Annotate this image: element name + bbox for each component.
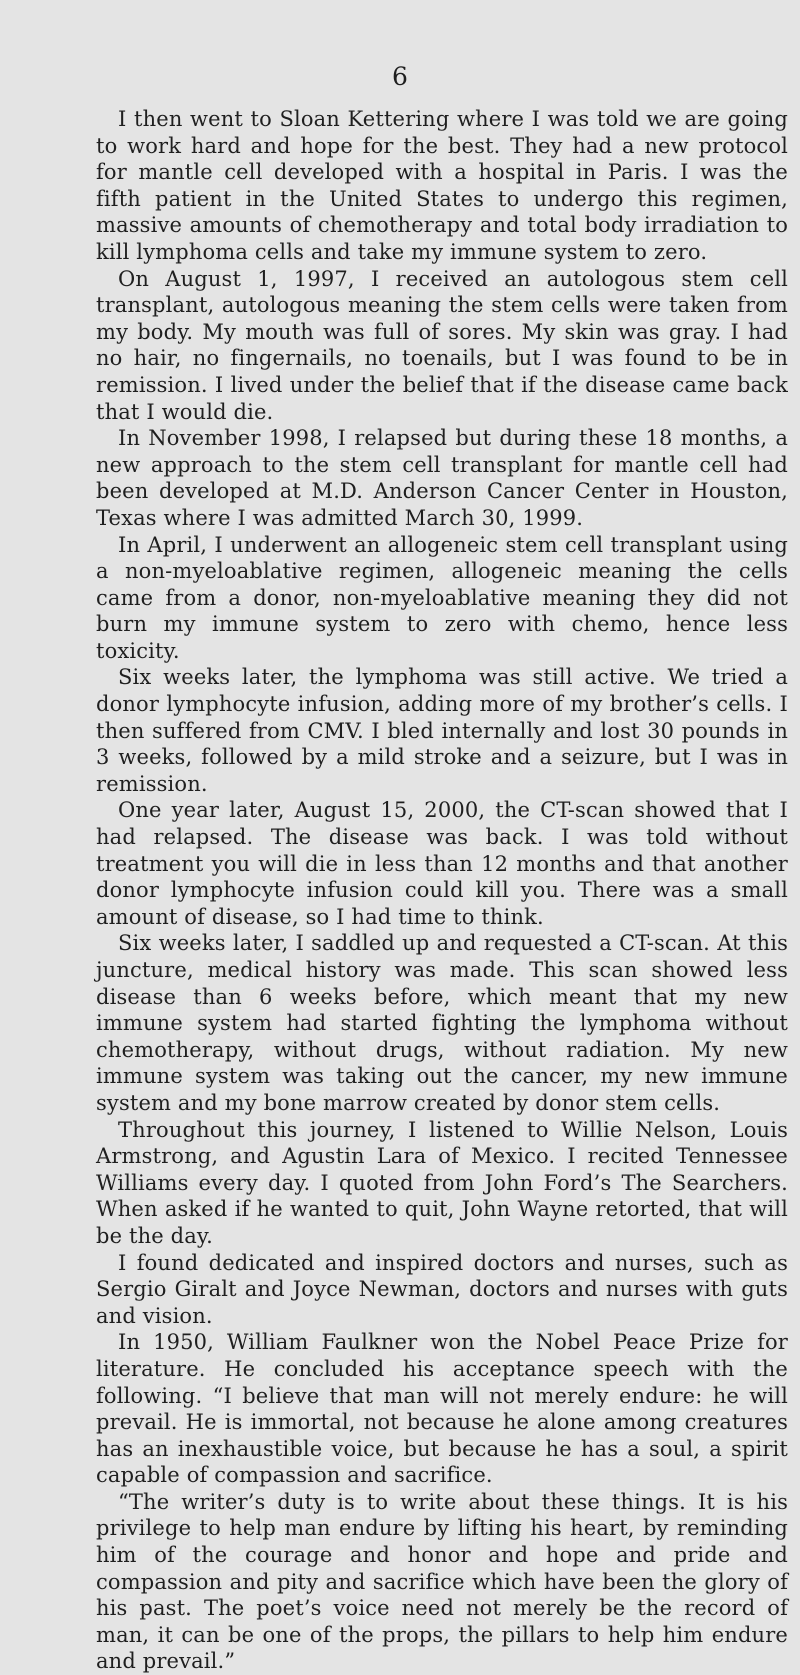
body-text [96,106,788,1675]
paragraph-2: On August 1, 1997, I received an autologous stem cell transplant, autologous meaning the stem cells were taken from my body. My mouth was full of sores. My skin was gray. I had no hair, no fingernails, no toenails, but I was found to be in remission. I lived under the belief that if the disease came back that I would die. [96,266,788,424]
paragraph-4: In April, I underwent an allogeneic stem cell transplant using a non-myeloablative regimen, allogeneic meaning the cells came from a donor, non-myeloablative meaning they did not burn my immune system to zero with chemo, hence less toxicity. [96,532,788,663]
paragraph-8: Throughout this journey, I listened to Willie Nelson, Louis Armstrong, and Agustin Lara of Mexico. I recited Tennessee Williams every day. I quoted from John Ford’s The Searchers. When asked if he wanted to quit, John Wayne retorted, that will be the day. [96,1117,788,1248]
paragraph-6: One year later, August 15, 2000, the CT-scan showed that I had relapsed. The disease was back. I was told without treatment you will die in less than 12 months and that another donor lymphocyte infusion could kill you. There was a small amount of disease, so I had time to think. [96,798,788,929]
paragraph-5: Six weeks later, the lymphoma was still active. We tried a donor lymphocyte infusion, adding more of my brother’s cells. I then suffered from CMV. I bled internally and lost 30 pounds in 3 weeks, followed by a mild stroke and a seizure, but I was in remission. [96,665,788,796]
paragraph-7: Six weeks later, I saddled up and requested a CT-scan. At this juncture, medical history was made. This scan showed less disease than 6 weeks before, which meant that my new immune system had started fighting the lymphoma without chemotherapy, without drugs, without radiation. My new immune system was taking out the cancer, my new immune system and my bone marrow created by donor stem cells. [96,931,788,1115]
paragraph-9: I found dedicated and inspired doctors and nurses, such as Sergio Giralt and Joyce Newman, doctors and nurses with guts and vision. [96,1250,788,1328]
paragraph-10: In 1950, William Faulkner won the Nobel Peace Prize for literature. He concluded his acceptance speech with the following. “I believe that man will not merely endure: he will prevail. He is immortal, not because he alone among creatures has an inexhaustible voice, but because he has a soul, a spirit capable of compassion and sacrifice. [96,1330,788,1488]
paragraph-1: I then went to Sloan Kettering where I was told we are going to work hard and hope for the best. They had a new protocol for mantle cell developed with a hospital in Paris. I was the fifth patient in the United States to undergo this regimen, massive amounts of chemotherapy and total body irradiation to kill lymphoma cells and take my immune system to zero. [96,107,788,264]
paragraph-11: “The writer’s duty is to write about these things. It is his privilege to help man endure by lifting his heart, by reminding him of the courage and honor and hope and pride and compassion and pity and sacrifice which have been the glory of his past. The poet’s voice need not merely be the record of man, it can be one of the props, the pillars to help him endure and prevail.” [96,1489,788,1674]
paragraph-3: In November 1998, I relapsed but during these 18 months, a new approach to the stem cell transplant for mantle cell had been developed at M.D. Anderson Cancer Center in Houston, Texas where I was admitted March 30, 1999. [96,426,788,530]
page-number: 6 [392,62,408,91]
